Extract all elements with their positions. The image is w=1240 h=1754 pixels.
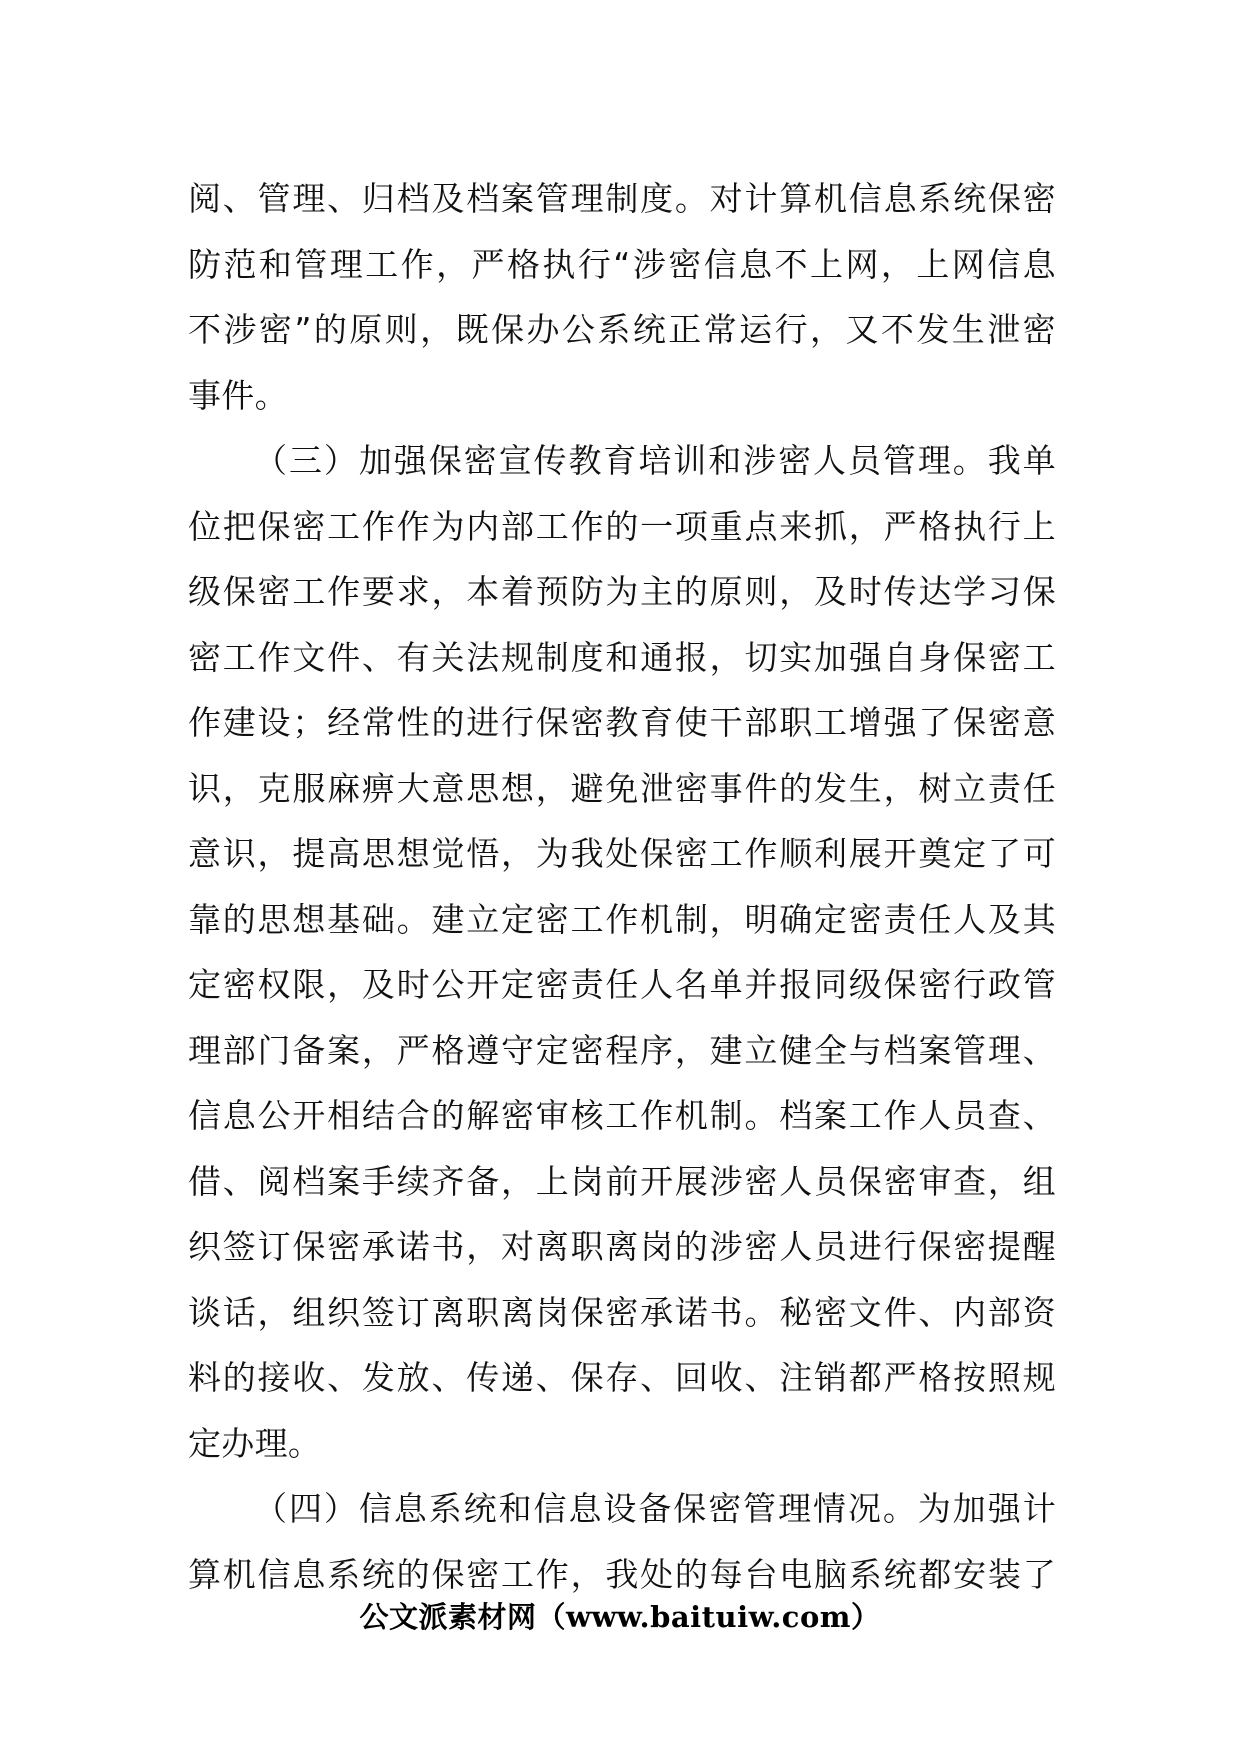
text-line: 级保密工作要求，本着预防为主的原则，及时传达学习保 <box>188 572 1056 611</box>
text-line: 借、阅档案手续齐备，上岗前开展涉密人员保密审查，组 <box>188 1161 1056 1201</box>
text-line: 定办理。 <box>188 1423 322 1463</box>
text-line: 事件。 <box>188 375 288 415</box>
text-line: 位把保密工作作为内部工作的一项重点来抓，严格执行上 <box>188 506 1056 546</box>
text-line: 理部门备案，严格遵守定密程序，建立健全与档案管理、 <box>188 1030 1056 1070</box>
text-line: 料的接收、发放、传递、保存、回收、注销都严格按照规 <box>188 1358 1056 1397</box>
text-line: 识，克服麻痹大意思想，避免泄密事件的发生，树立责任 <box>188 768 1056 808</box>
text-line: 密工作文件、有关法规制度和通报，切实加强自身保密工 <box>188 637 1056 677</box>
text-line: 谈话，组织签订离职离岗保密承诺书。秘密文件、内部资 <box>188 1292 1056 1332</box>
text-line: 定密权限，及时公开定密责任人名单并报同级保密行政管 <box>188 965 1056 1004</box>
text-line: 算机信息系统的保密工作，我处的每台电脑系统都安装了 <box>188 1554 1056 1594</box>
body-text <box>188 166 1056 1607</box>
text-line: 阅、管理、归档及档案管理制度。对计算机信息系统保密 <box>188 179 1056 218</box>
section-heading-line: （三）加强保密宣传教育培训和涉密人员管理。我单 <box>254 441 1056 480</box>
footer-watermark-text: 公文派素材网（www.baituiw.com） <box>359 1600 881 1634</box>
text-line: 靠的思想基础。建立定密工作机制，明确定密责任人及其 <box>188 899 1056 939</box>
section-heading-line: （四）信息系统和信息设备保密管理情况。为加强计 <box>254 1489 1056 1528</box>
text-line: 作建设；经常性的进行保密教育使干部职工增强了保密意 <box>188 703 1056 742</box>
text-line: 信息公开相结合的解密审核工作机制。档案工作人员查、 <box>188 1096 1056 1135</box>
text-line: 织签订保密承诺书，对离职离岗的涉密人员进行保密提醒 <box>188 1227 1056 1266</box>
text-line: 不涉密”的原则，既保办公系统正常运行，又不发生泄密 <box>188 310 1056 349</box>
text-line: 意识，提高思想觉悟，为我处保密工作顺利展开奠定了可 <box>188 834 1056 873</box>
text-line: 防范和管理工作，严格执行“涉密信息不上网，上网信息 <box>188 244 1056 284</box>
